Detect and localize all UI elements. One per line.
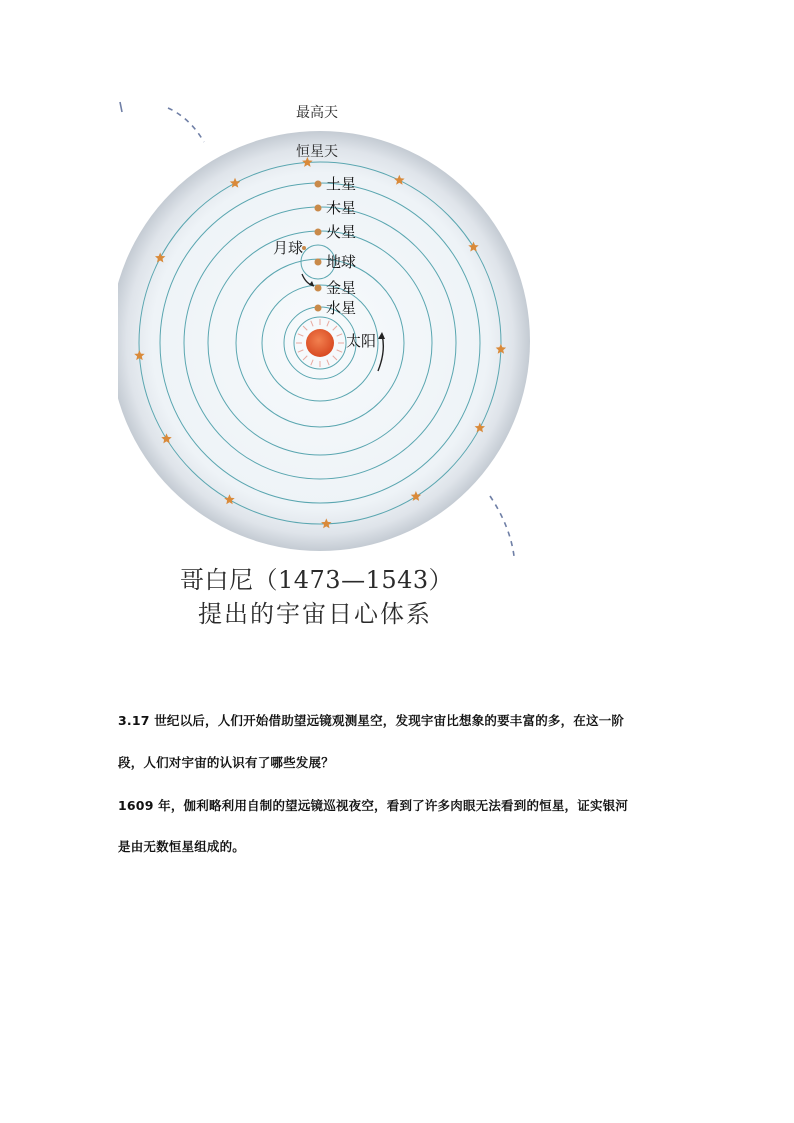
mars-dot	[315, 229, 322, 236]
sun	[306, 329, 334, 357]
saturn-dot	[315, 181, 322, 188]
label-jupiter: 木星	[326, 199, 357, 217]
answer-line-2: 是由无数恒星组成的。	[118, 839, 246, 854]
question-line-1: 3.17 世纪以后，人们开始借助望远镜观测星空，发现宇宙比想象的要丰富的多，在这一阶	[118, 713, 625, 728]
outer-dashed-arc-top	[168, 108, 204, 142]
figure-caption	[180, 563, 500, 631]
outer-dashed-arc-tick	[120, 102, 122, 112]
label-fixed-stars: 恒星天	[296, 144, 338, 160]
caption-line-1: 哥白尼（1473—1543）	[180, 566, 454, 594]
label-saturn: 土星	[326, 175, 357, 193]
label-venus: 金星	[326, 279, 357, 297]
mercury-dot	[315, 305, 322, 312]
caption-line-2: 提出的宇宙日心体系	[198, 600, 432, 628]
label-mars: 火星	[326, 223, 357, 241]
jupiter-dot	[315, 205, 322, 212]
earth-dot	[315, 259, 322, 266]
answer-line-1: 1609 年，伽利略利用自制的望远镜巡视夜空，看到了许多肉眼无法看到的恒星，证实银河	[118, 798, 629, 813]
label-highest-heaven: 最高天	[296, 105, 338, 121]
label-earth: 地球	[326, 253, 357, 271]
label-mercury: 水星	[326, 299, 357, 317]
label-sun: 太阳	[346, 332, 377, 350]
outer-dashed-arc-bottom	[490, 496, 514, 556]
label-moon: 月球	[273, 239, 304, 257]
venus-dot	[315, 285, 322, 292]
diagram-svg	[118, 96, 538, 566]
heliocentric-diagram	[118, 96, 538, 566]
question-line-2: 段，人们对宇宙的认识有了哪些发展？	[118, 755, 334, 770]
